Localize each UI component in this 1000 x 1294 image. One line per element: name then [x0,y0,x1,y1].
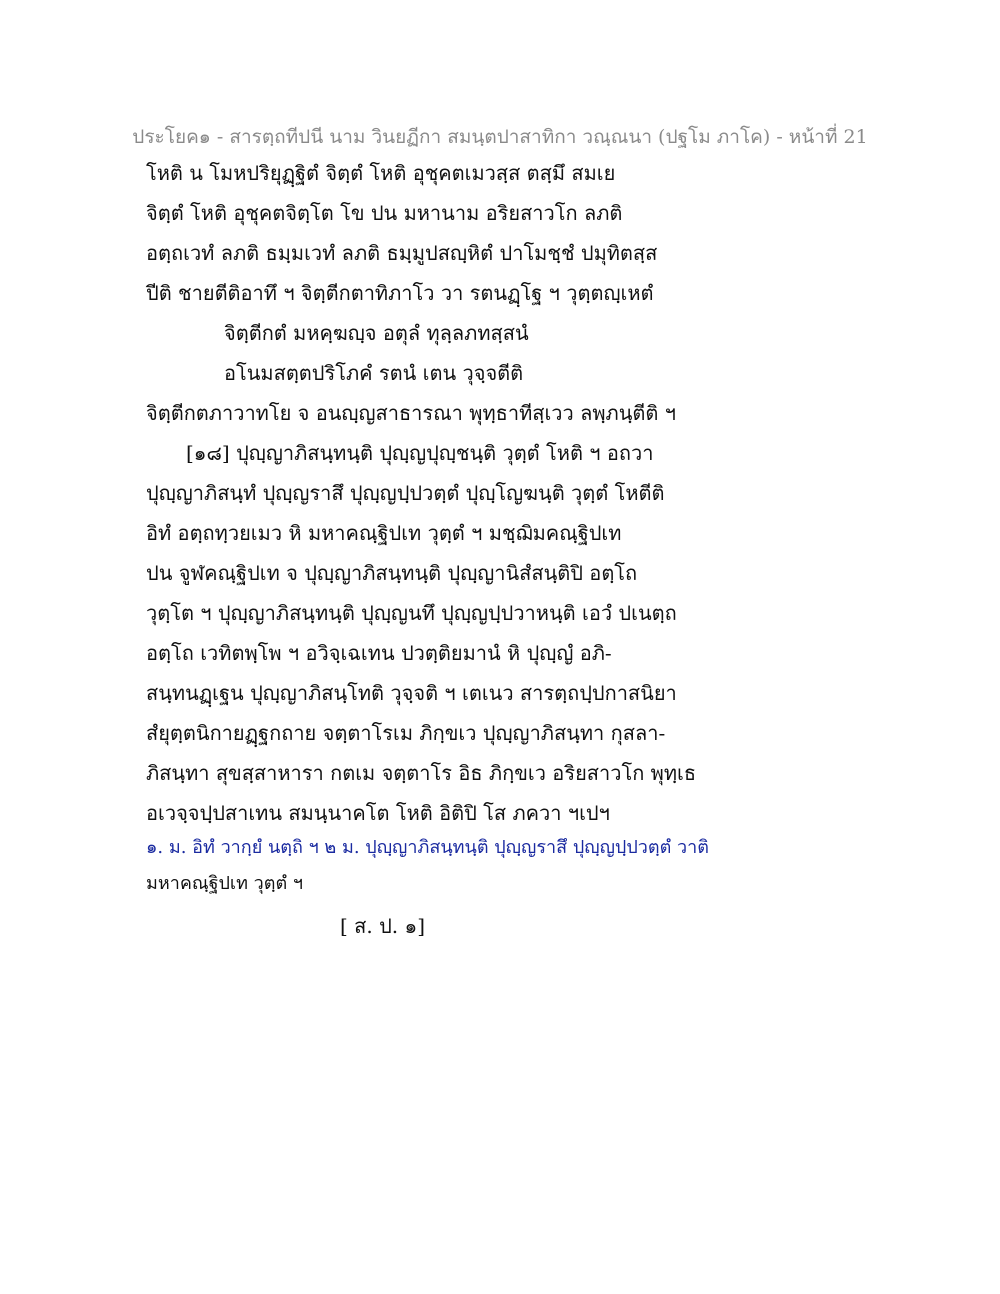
text-line: สํยุตฺตนิกายฏฺฐกถาย จตฺตาโรเม ภิกฺขเว ปุญฺญาภิสนฺทา กุสลา- [146,721,666,745]
text-line: ภิสนฺทา สุขสฺสาหารา กตเม จตฺตาโร อิธ ภิกฺขเว อริยสาวโก พุทฺเธ [146,761,697,785]
footnote-line: ๑. ม. อิทํ วากฺยํ นตฺถิ ฯ ๒ ม. ปุญฺญาภิสนฺทนฺติ ปุญฺญราสึ ปุญฺญปฺปวตฺตํ วาติ [146,837,709,858]
text-line: อตฺโถ เวทิตพฺโพ ฯ อวิจฺเฉเทน ปวตฺติยมานํ หิ ปุญฺญํ อภิ- [146,641,612,665]
verse-line: อโนมสตฺตปริโภคํ รตนํ เตน วุจฺจตีติ [224,361,524,385]
text-line: อตฺถเวทํ ลภติ ธมฺมเวทํ ลภติ ธมฺมูปสญฺหิตํ ปาโมชฺชํ ปมุทิตสฺส [146,241,658,265]
text-line: อเวจฺจปฺปสาเทน สมนฺนาคโต โหติ อิติปิ โส ภควา ฯเปฯ [146,801,610,825]
text-line: วุตฺโต ฯ ปุญฺญาภิสนฺทนฺติ ปุญฺญนทึ ปุญฺญปฺปวาหนฺติ เอวํ ปเนตฺถ [146,601,677,625]
text-line: โหติ น โมหปริยุฏฺฐิตํ จิตฺตํ โหติ อุชุคตเมวสฺส ตสฺมึ สมเย [146,161,616,185]
text-line: อิทํ อตฺถทฺวยเมว หิ มหาคณฺฐิปเท วุตฺตํ ฯ มชฺฌิมคณฺฐิปเท [146,521,622,545]
text-line: ปน จูฬคณฺฐิปเท จ ปุญฺญาภิสนฺทนฺติ ปุญฺญานิสํสนฺติปิ อตฺโถ [146,561,638,585]
text-line: ปุญฺญาภิสนฺทํ ปุญฺญราสึ ปุญฺญปฺปวตฺตํ ปุญฺโญฆนฺติ วุตฺตํ โหตีติ [146,481,665,505]
page-header: ประโยค๑ - สารตฺถทีปนี นาม วินยฏีกา สมนฺตปาสาทิกา วณฺณนา (ปฐโม ภาโค) - หน้าที่ 21 [132,126,868,148]
footnote-line: มหาคณฺฐิปเท วุตฺตํ ฯ [146,873,303,894]
page-marker: [ ส. ป. ๑] [340,914,425,938]
text-line: จิตฺตํ โหติ อุชุคตจิตฺโต โข ปน มหานาม อริยสาวโก ลภติ [146,201,623,225]
verse-line: จิตฺตีกตํ มหคฺฆญฺจ อตุลํ ทุลฺลภทสฺสนํ [224,321,529,345]
text-line: ปีติ ชายตีติอาทึ ฯ จิตฺตีกตาทิภาโว วา รตนฏฺโฐ ฯ วุตฺตญฺเหตํ [146,281,654,305]
text-line: จิตฺตีกตภาวาทโย จ อนญฺญสาธารณา พุทฺธาทีสฺเวว ลพฺภนฺตีติ ฯ [146,401,676,425]
paragraph-start-line: [๑๘] ปุญฺญาภิสนฺทนฺติ ปุญฺญปุญฺชนฺติ วุตฺตํ โหติ ฯ อถวา [186,441,654,465]
text-line: สนฺทนฏฺเฐน ปุญฺญาภิสนฺโทติ วุจฺจติ ฯ เตเนว สารตฺถปฺปกาสนิยา [146,681,677,705]
